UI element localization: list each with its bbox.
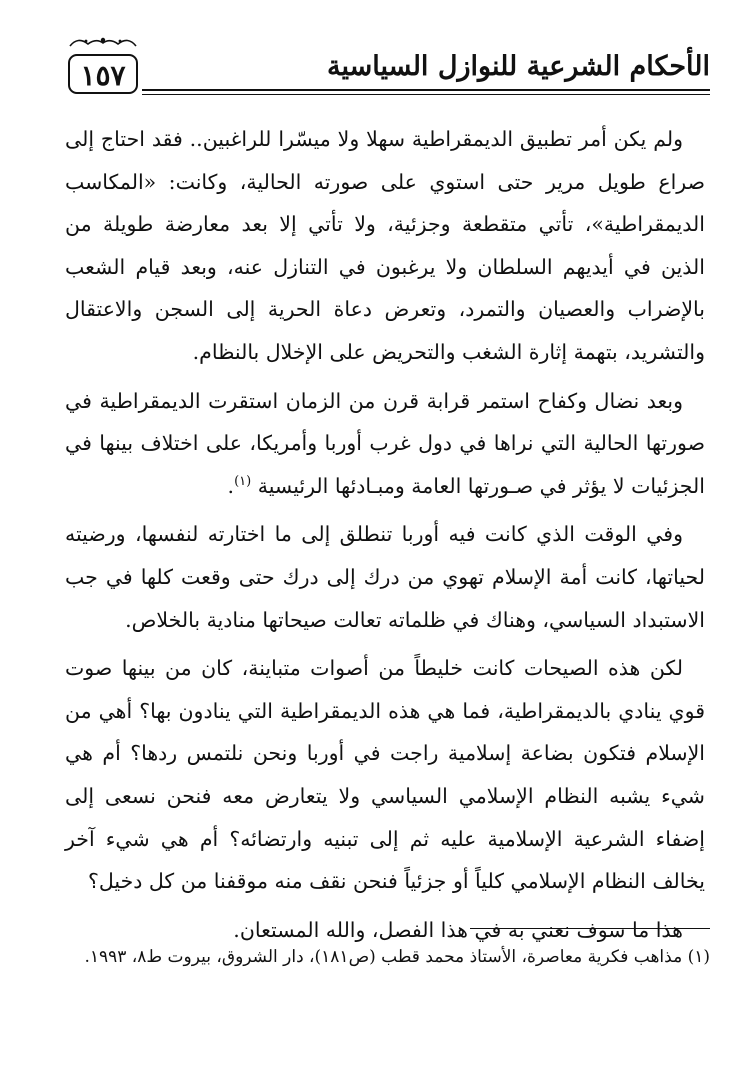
footnote: (١) مذاهب فكرية معاصرة، الأستاذ محمد قطب (ص١٨١)، دار الشروق، بيروت ط٨، ١٩٩٣. <box>84 947 710 967</box>
paragraph-text: وبعد نضال وكفاح استمر قرابة قرن من الزمان استقرت الديمقراطية في صورتها الحالية التي نراها في دول غرب أوربا وأمريكا، على اختلاف بينها في الجزئيات لا يؤثر في صـورتها العامة ومبـادئها الرئيسية <box>65 388 705 498</box>
footnote-reference[interactable]: (١) <box>234 473 252 489</box>
ornament-icon <box>66 36 140 50</box>
header-rule-thin <box>142 94 710 95</box>
running-title: الأحكام الشرعية للنوازل السياسية <box>327 51 710 82</box>
paragraph: هذا ما سوف نعني به في هذا الفصل، والله المستعان. <box>233 917 683 942</box>
paragraph: لكن هذه الصيحات كانت خليطاً من أصوات متباينة، كان من بينها صوت قوي ينادي بالديمقراطية، فما هي هذه الديمقراطية التي ينادون بها؟ أهي من الإسلام فتكون بضاعة إسلامية راجت في أوربا ونحن نلتمس ردها؟ أم هي شيء يشبه النظام الإسلامي السياسي ولا يتعارض معه فنحن نسعى إلى إضفاء الشرعية الإسلامية عليه ثم إلى تبنيه وارتضائه؟ أم هي شيء آخر يخالف النظام الإسلامي كلياً أو جزئياً فنحن نقف منه موقفنا من كل دخيل؟ <box>65 656 705 894</box>
paragraph-end: . <box>227 473 235 498</box>
footnote-separator <box>470 928 710 929</box>
paragraph: ولم يكن أمر تطبيق الديمقراطية سهلا ولا ميسّرا للراغبين.. فقد احتاج إلى صراع طويل مرير حتى استوي على صورته الحالية، وكانت: «المكاسب الديمقراطية»، تأتي متقطعة وجزئية، ولا تأتي إلا بعد معارضة طويلة من الذين في أيديهم السلطان ولا يرغبون في التنازل عنه، وبعد قيام الشعب بالإضراب والعصيان والتمرد، وتعرض دعاة الحرية إلى السجن والاعتقال والتشريد، بتهمة إثارة الشغب والتحريض على الإخلال بالنظام. <box>65 127 705 364</box>
page-number: ١٥٧ <box>68 54 138 94</box>
header-rule <box>142 89 710 91</box>
page-header <box>60 44 710 104</box>
paragraph <box>65 380 705 508</box>
body-text <box>65 118 705 951</box>
paragraph: وفي الوقت الذي كانت فيه أوربا تنطلق إلى ما اختارته لنفسها، ورضيته لحياتها، كانت أمة الإسلام تهوي من درك إلى درك حتى وقعت كلها في جب الاستبداد السياسي، وهناك في ظلماته تعالت صيحاتها منادية بالخلاص. <box>65 522 705 632</box>
